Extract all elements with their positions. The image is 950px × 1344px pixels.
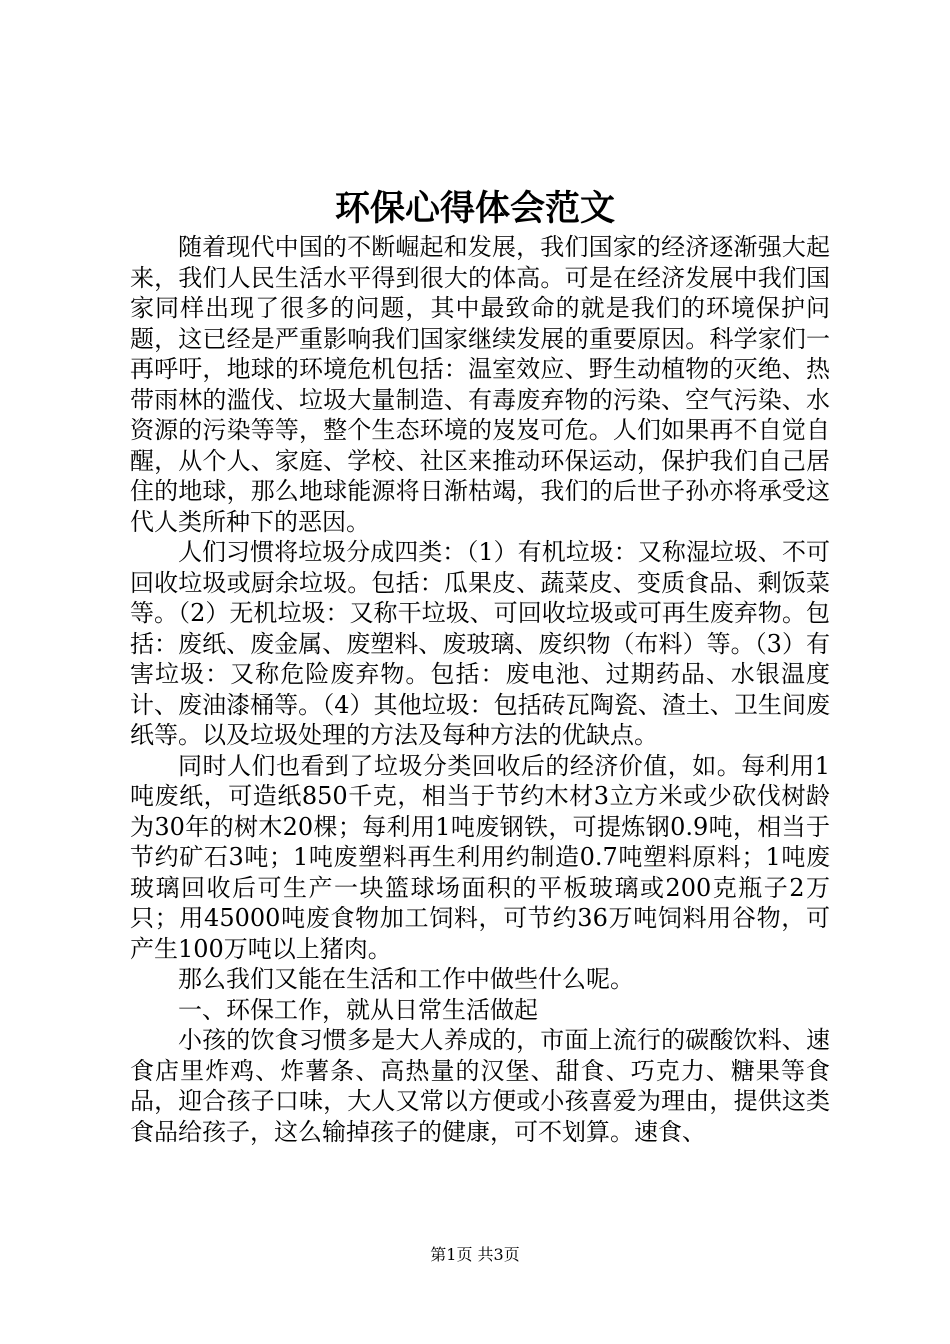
section-heading-daily-life: 一、环保工作，就从日常生活做起	[178, 995, 538, 1024]
page-number-footer: 第1页 共3页	[430, 1245, 520, 1264]
document-title: 环保心得体会范文	[334, 188, 615, 229]
paragraph-garbage-categories: 人们习惯将垃圾分成四类：（1）有机垃圾：又称湿垃圾、不可回收垃圾或厨余垃圾。包括：瓜果皮、蔬菜皮、变质食品、剩饭菜等。（2）无机垃圾：又称干垃圾、可回收垃圾或可再生废弃物。包括：废纸、废金属、废塑料、废玻璃、废织物（布料）等。（3）有害垃圾：又称危险废弃物。包括：废电池、过期药品、水银温度计、废油漆桶等。（4）其他垃圾：包括砖瓦陶瓷、渣土、卫生间废纸等。以及垃圾处理的方法及每种方法的优缺点。	[130, 538, 830, 749]
paragraph-economic-value: 同时人们也看到了垃圾分类回收后的经济价值，如。每利用1吨废纸，可造纸850千克，相当于节约木材3立方米或少砍伐树龄为30年的树木20棵；每利用1吨废钢铁，可提炼钢0.9吨，相当于节约矿石3吨；1吨废塑料再生利用约制造0.7吨塑料原料；1吨废玻璃回收后可生产一块篮球场面积的平板玻璃或200克瓶子2万只；用45000吨废食物加工饲料，可节约36万吨饲料用谷物，可产生100万吨以上猪肉。	[130, 751, 830, 963]
document-body	[130, 232, 830, 1147]
paragraph-question: 那么我们又能在生活和工作中做些什么呢。	[178, 965, 634, 993]
paragraph-intro: 随着现代中国的不断崛起和发展，我们国家的经济逐渐强大起来，我们人民生活水平得到很大的体高。可是在经济发展中我们国家同样出现了很多的问题，其中最致命的就是我们的环境保护问题，这已经是严重影响我们国家继续发展的重要原因。科学家们一再呼吁，地球的环境危机包括：温室效应、野生动植物的灭绝、热带雨林的滥伐、垃圾大量制造、有毒废弃物的污染、空气污染、水资源的污染等等，整个生态环境的岌岌可危。人们如果再不自觉自醒，从个人、家庭、学校、社区来推动环保运动，保护我们自己居住的地球，那么地球能源将日渐枯竭，我们的后世子孙亦将承受这代人类所种下的恶因。	[130, 233, 830, 536]
paragraph-children-diet: 小孩的饮食习惯多是大人养成的，市面上流行的碳酸饮料、速食店里炸鸡、炸薯条、高热量的汉堡、甜食、巧克力、糖果等食品，迎合孩子口味，大人又常以方便或小孩喜爱为理由，提供这类食品给孩子，这么输掉孩子的健康，可不划算。速食、	[130, 1026, 830, 1146]
